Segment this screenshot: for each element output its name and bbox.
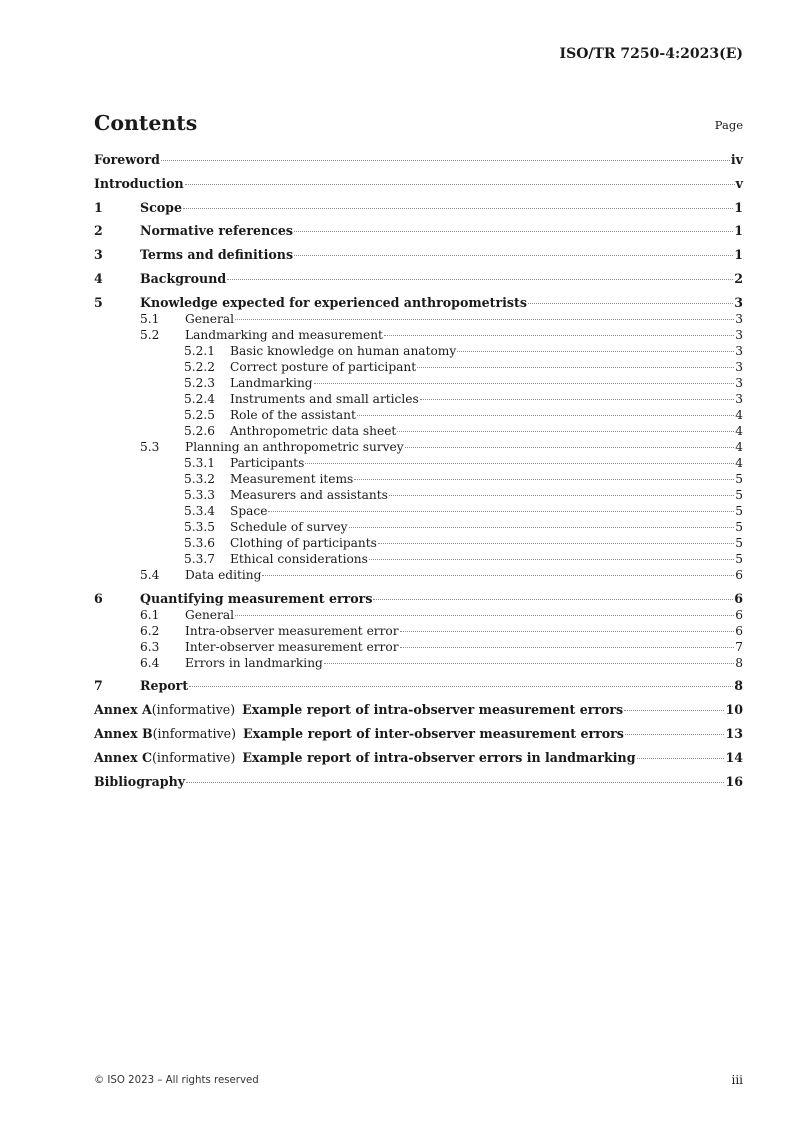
toc-entry[interactable] [94,223,743,239]
toc-entry-number: 5.2.5 [184,407,216,422]
toc-entry-title: Measurers and assistants [230,487,388,502]
toc-entry-title: Knowledge expected for experienced anthropometrists [140,294,527,310]
toc-entry-title: Introduction [94,175,184,191]
toc-entry-title: Scope [140,199,182,215]
toc-entry[interactable] [94,678,743,694]
toc-entry[interactable] [94,247,743,263]
toc-entry-page: 4 [735,439,743,454]
toc-entry-title: Bibliography [94,773,186,789]
toc-entry[interactable] [94,655,743,671]
toc-entry-title: Example report of intra-observer measurement errors [242,702,624,718]
toc-entry[interactable] [94,750,743,766]
toc-entry-title: Landmarking [230,375,313,390]
toc-entry-title: Intra-observer measurement error [185,623,399,638]
toc-entry-title: Landmarking and measurement [185,327,383,342]
toc-entry-title: Planning an anthropometric survey [185,439,404,454]
toc-entry-title: Quantifying measurement errors [140,590,373,606]
toc-entry-title: Instruments and small articles [230,391,419,406]
toc-entry-number: 5.3 [140,439,160,454]
toc-entry-page: 3 [735,375,743,390]
toc-entry[interactable] [94,359,743,375]
toc-entry-page: 16 [725,773,743,789]
dot-leader [183,208,733,209]
toc-entry[interactable] [94,375,743,391]
toc-entry[interactable] [94,623,743,639]
toc-entry[interactable] [94,702,743,718]
toc-entry-page: v [735,175,743,191]
toc-entry-number: 5.3.7 [184,551,216,566]
toc-entry-title: Ethical considerations [230,551,368,566]
toc-entry-page: 4 [735,423,743,438]
toc-entry-title: Participants [230,455,305,470]
dot-leader [294,255,733,256]
toc-entry[interactable] [94,535,743,551]
toc-entry[interactable] [94,176,743,192]
dot-leader [420,399,734,400]
toc-entry-page: 6 [735,567,743,582]
toc-entry-page: 1 [734,247,743,263]
dot-leader [624,710,724,711]
dot-leader [262,575,734,576]
toc-entry[interactable] [94,200,743,216]
toc-entry-title: Errors in landmarking [185,655,323,670]
dot-leader [625,734,725,735]
dot-leader [397,431,734,432]
toc-entry[interactable] [94,519,743,535]
dot-leader [357,415,734,416]
toc-entry-page: 3 [735,311,743,326]
toc-entry[interactable] [94,774,743,790]
dot-leader [227,279,733,280]
toc-entry[interactable] [94,551,743,567]
toc-entry-page: 1 [734,223,743,239]
table-of-contents [94,152,743,790]
dot-leader [354,479,734,480]
dot-leader [417,367,734,368]
dot-leader [369,559,734,560]
toc-entry-page: 3 [735,359,743,374]
toc-entry[interactable] [94,503,743,519]
toc-entry[interactable] [94,639,743,655]
toc-entry-page: 2 [734,270,743,286]
page-column-label: Page [714,118,743,132]
document-id: ISO/TR 7250-4:2023(E) [559,46,743,62]
toc-entry-number: 5.2.6 [184,423,216,438]
toc-entry-title: Basic knowledge on human anatomy [230,343,457,358]
toc-entry-page: 6 [735,623,743,638]
toc-entry-number: 6.2 [140,623,160,638]
toc-entry-number: 5.3.5 [184,519,216,534]
toc-entry-number: 5 [94,294,103,310]
toc-entry-title: Example report of inter-observer measurement errors [242,725,624,741]
dot-leader [389,495,734,496]
toc-entry-number: 6.1 [140,607,160,622]
toc-entry-number: 5.4 [140,567,160,582]
toc-entry-title: Clothing of participants [230,535,377,550]
toc-entry-title: Inter-observer measurement error [185,639,399,654]
toc-entry-title: Role of the assistant [230,407,356,422]
toc-entry[interactable] [94,423,743,439]
toc-entry-page: 4 [735,407,743,422]
toc-entry-title: General [185,607,234,622]
copyright-notice: © ISO 2023 – All rights reserved [94,1075,259,1086]
toc-entry-number: 2 [94,223,103,239]
toc-entry-number: 6 [94,590,103,606]
toc-entry-title: Measurement items [230,471,354,486]
annex-status: (informative) [152,725,236,741]
annex-status: (informative) [152,749,236,765]
toc-entry-title: Data editing [185,567,262,582]
toc-entry-number: 5.2 [140,327,160,342]
toc-entry-title: Report [140,678,189,694]
toc-entry-title: Background [140,270,227,286]
toc-entry-page: 14 [725,749,743,765]
dot-leader [349,527,735,528]
toc-entry-number: 6.3 [140,639,160,654]
toc-entry[interactable] [94,152,743,168]
toc-entry-number: 5.2.4 [184,391,216,406]
dot-leader [305,463,734,464]
toc-entry-page: 3 [734,294,743,310]
toc-entry[interactable] [94,407,743,423]
toc-entry-title: Example report of intra-observer errors in landmarking [242,749,636,765]
toc-entry-title: Anthropometric data sheet [230,423,397,438]
toc-entry-number: 7 [94,678,103,694]
toc-entry[interactable] [94,271,743,287]
dot-leader [185,184,735,185]
toc-entry-page: 6 [734,590,743,606]
annex-id: Annex B [94,725,153,741]
toc-entry-number: 6.4 [140,655,160,670]
toc-entry-title: Space [230,503,268,518]
toc-entry-title: Foreword [94,152,160,167]
toc-entry-page: 5 [735,503,743,518]
toc-entry-number: 5.3.3 [184,487,216,502]
toc-entry[interactable] [94,471,743,487]
toc-entry[interactable] [94,295,743,311]
dot-leader [189,686,733,687]
toc-entry-number: 5.3.1 [184,455,216,470]
toc-entry[interactable] [94,487,743,503]
toc-entry-number: 3 [94,247,103,263]
toc-entry[interactable] [94,343,743,359]
dot-leader [384,335,734,336]
page-number: iii [731,1073,743,1087]
toc-entry-number: 5.3.4 [184,503,216,518]
toc-entry-page: 6 [735,607,743,622]
toc-entry-number: 5.2.1 [184,343,216,358]
toc-entry-title: Terms and definitions [140,247,294,263]
dot-leader [457,351,734,352]
toc-entry[interactable] [94,726,743,742]
dot-leader [186,782,724,783]
toc-entry-number: 5.2.2 [184,359,216,374]
toc-entry-page: 5 [735,487,743,502]
toc-entry-page: 5 [735,471,743,486]
toc-entry-page: iv [730,152,743,167]
toc-entry-number: 4 [94,270,103,286]
toc-entry-number: 5.3.6 [184,535,216,550]
toc-entry[interactable] [94,591,743,607]
annex-status: (informative) [151,702,236,718]
dot-leader [637,758,725,759]
toc-entry-title: General [185,311,234,326]
dot-leader [324,663,734,664]
dot-leader [528,303,733,304]
dot-leader [400,631,735,632]
toc-entry-page: 5 [735,519,743,534]
toc-entry-page: 8 [735,655,743,670]
toc-entry-page: 10 [725,702,743,718]
toc-entry-number: 1 [94,199,103,215]
dot-leader [378,543,734,544]
toc-entry[interactable] [94,567,743,583]
dot-leader [294,231,733,232]
toc-entry-number: 5.3.2 [184,471,216,486]
dot-leader [161,160,730,161]
dot-leader [235,615,734,616]
dot-leader [235,319,734,320]
dot-leader [314,383,735,384]
dot-leader [400,647,735,648]
toc-entry-page: 13 [725,725,743,741]
toc-entry[interactable] [94,439,743,455]
toc-entry-page: 3 [735,391,743,406]
toc-entry-page: 5 [735,535,743,550]
toc-entry[interactable] [94,391,743,407]
toc-entry-page: 5 [735,551,743,566]
toc-entry[interactable] [94,455,743,471]
toc-entry-page: 3 [735,343,743,358]
toc-entry-number: 5.2.3 [184,375,216,390]
toc-entry[interactable] [94,311,743,327]
toc-entry-page: 4 [735,455,743,470]
toc-entry-title: Schedule of survey [230,519,348,534]
dot-leader [405,447,735,448]
toc-entry[interactable] [94,327,743,343]
toc-entry-title: Normative references [140,223,294,239]
toc-entry-page: 8 [734,678,743,694]
dot-leader [373,599,733,600]
page-title: Contents [94,111,198,135]
toc-entry[interactable] [94,607,743,623]
annex-id: Annex A [94,702,152,718]
dot-leader [268,511,734,512]
annex-id: Annex C [94,749,153,765]
toc-entry-title: Correct posture of participant [230,359,417,374]
toc-entry-page: 3 [735,327,743,342]
toc-entry-page: 7 [735,639,743,654]
toc-entry-number: 5.1 [140,311,160,326]
toc-entry-page: 1 [734,199,743,215]
